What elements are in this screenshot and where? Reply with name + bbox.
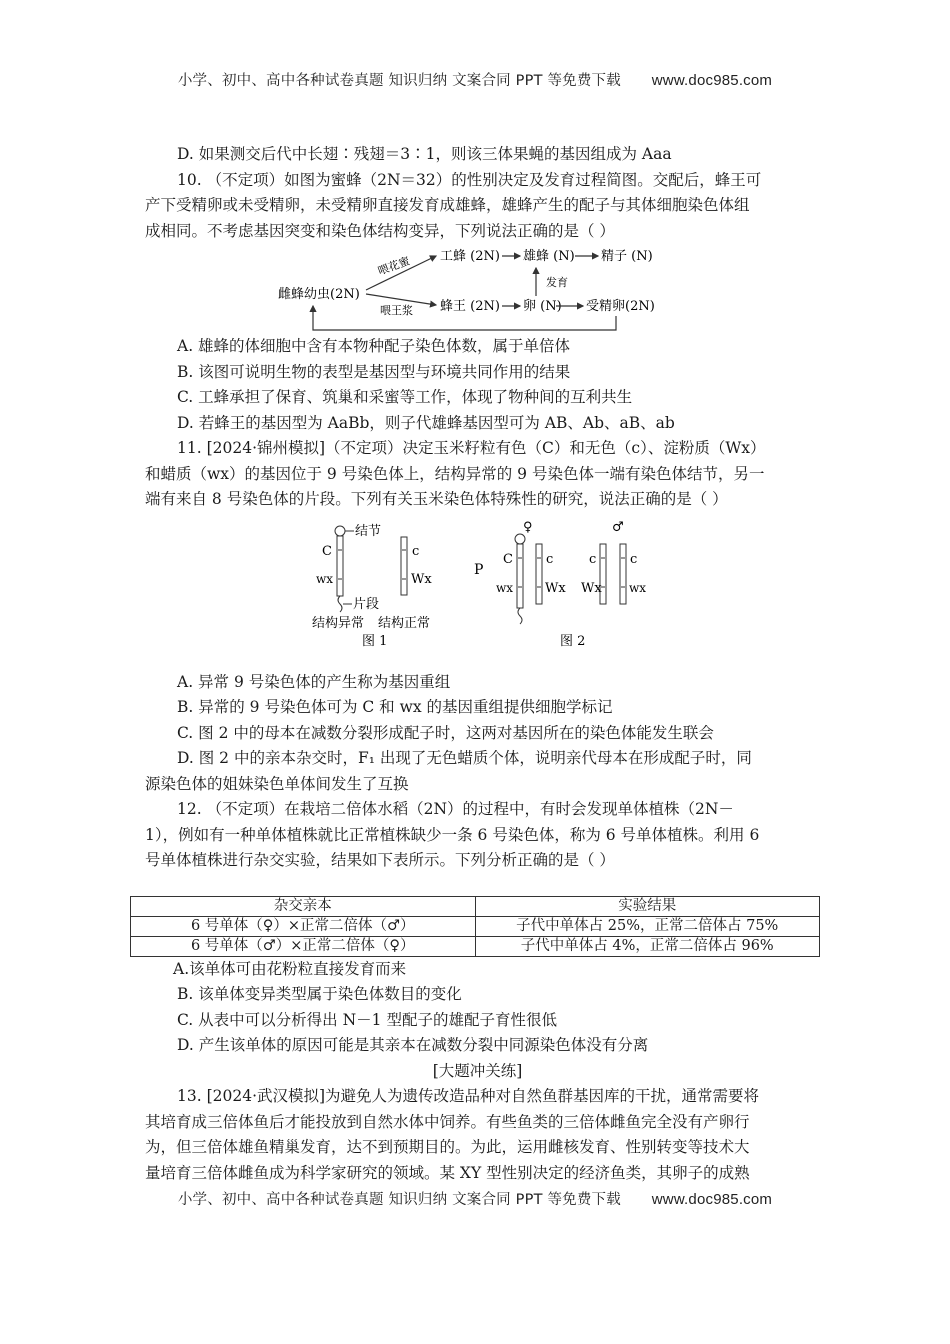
q10-option-d: D. 若蜂王的基因型为 AaBb，则子代雄蜂基因型可为 AB、Ab、aB、ab	[177, 413, 675, 432]
q13-line4: 量培育三倍体雌鱼成为科学家研究的领域。某 XY 型性别决定的经济鱼类，其卵子的成熟	[145, 1163, 750, 1182]
bee-diagram-svg	[278, 244, 678, 334]
q12-stem-line3: 号单体植株进行杂交实验，结果如下表所示。下列分析正确的是（ ）	[145, 851, 615, 869]
q11-option-d-cont: 源染色体的姐妹染色单体间发生了互换	[145, 774, 409, 793]
label-parent: P	[473, 561, 483, 578]
q11-option-a: A. 异常 9 号染色体的产生称为基因重组	[177, 672, 451, 691]
q12-stem-line1: 12. （不定项）在栽培二倍体水稻（2N）的过程中，有时会发现单体植株（2N－	[177, 800, 734, 818]
table-row	[131, 936, 820, 956]
q10-option-b: B. 该图可说明生物的表型是基因型与环境共同作用的结果	[177, 362, 571, 381]
node-drone: 雄蜂 (N)	[522, 249, 575, 264]
q11-option-b: B. 异常的 9 号染色体可为 C 和 wx 的基因重组提供细胞学标记	[177, 698, 613, 716]
male-symbol: ♂	[611, 519, 624, 535]
q10-option-c: C. 工蜂承担了保育、筑巢和采蜜等工作，体现了物种间的互利共生	[177, 388, 633, 406]
question-11	[145, 436, 810, 797]
q13-line2: 其培育成三倍体鱼后才能投放到自然水体中饲养。有些鱼类的三倍体雌鱼完全没有产卵行	[145, 1112, 750, 1131]
q10-stem-line2: 产下受精卵或未受精卵，未受精卵直接发育成雄蜂，雄蜂产生的配子与其体细胞染色体组	[145, 196, 750, 214]
q13-line1: 13. [2024·武汉模拟]为避免人为遗传改造品种对自然鱼群基因库的干扰，通常需要将	[177, 1087, 760, 1105]
banner-text: 小学、初中、高中各种试卷真题 知识归纳 文案合同 PPT 等免费下载	[177, 1192, 621, 1208]
gene-Wx: Wx	[410, 571, 432, 587]
figure2-caption: 图 2	[559, 633, 585, 649]
q12-option-d: D. 产生该单体的原因可能是其亲本在减数分裂中同源染色体没有分离	[177, 1036, 649, 1054]
q11-stem-line3: 端有来自 8 号染色体的片段。下列有关玉米染色体特殊性的研究，说法正确的是（ ）	[145, 490, 728, 508]
label-knob: 结节	[354, 523, 381, 539]
label-abnormal: 结构异常	[311, 615, 364, 631]
table-cell: 6 号单体（♀）×正常二倍体（♂）	[131, 916, 476, 936]
edge-label-develop: 发育	[545, 276, 568, 289]
footer-banner	[0, 1188, 950, 1209]
fig2-gene-c: c	[545, 551, 553, 567]
node-queen: 蜂王 (2N)	[439, 299, 500, 314]
table-row	[131, 916, 820, 936]
male-gene-wx: wx	[628, 580, 646, 595]
question-13	[145, 1084, 810, 1186]
label-segment: 片段	[352, 596, 379, 612]
table-header: 实验结果	[475, 896, 820, 916]
table-cell: 子代中单体占 4%，正常二倍体占 96%	[475, 936, 820, 956]
table-cell: 子代中单体占 25%，正常二倍体占 75%	[475, 916, 820, 936]
node-worker-bee: 工蜂 (2N)	[439, 249, 500, 264]
question-12	[145, 797, 810, 1059]
diagram-start-node: 雌蜂幼虫(2N)	[277, 287, 360, 302]
bee-development-diagram	[278, 244, 678, 334]
fig2-female-chromosomes	[496, 534, 566, 624]
section-title: [大题冲关练]	[432, 1061, 523, 1080]
banner-url[interactable]: www.doc985.com	[651, 1191, 773, 1208]
fig2-male-chromosomes	[581, 544, 646, 604]
gene-C: C	[321, 543, 332, 559]
banner-url[interactable]: www.doc985.com	[651, 72, 773, 89]
q11-option-c: C. 图 2 中的母本在减数分裂形成配子时，这两对基因所在的染色体能发生联会	[177, 723, 714, 742]
edge-label-royal-jelly: 喂王浆	[379, 304, 413, 317]
q11-option-d: D. 图 2 中的亲本杂交时，F₁ 出现了无色蜡质个体，说明亲代母本在形成配子时，同	[177, 749, 752, 767]
fig1-abnormal-chromosome	[316, 523, 381, 612]
q10-stem-line3: 成相同。不考虑基因突变和染色体结构变异，下列说法正确的是（ ）	[145, 221, 615, 240]
q10-stem-line1: 10. （不定项）如图为蜜蜂（2N＝32）的性别决定及发育过程简图。交配后，蜂王可	[177, 170, 762, 189]
q10-option-a: A. 雄蜂的体细胞中含有本物种配子染色体数，属于单倍体	[177, 337, 571, 355]
node-egg: 卵 (N)	[522, 299, 562, 314]
q11-stem-line2: 和蜡质（wx）的基因位于 9 号染色体上，结构异常的 9 号染色体一端有染色体结节，另一	[145, 464, 765, 483]
table-header: 杂交亲本	[131, 896, 476, 916]
node-fertilized-egg: 受精卵(2N)	[585, 299, 655, 314]
male-gene-Wx: Wx	[580, 580, 602, 596]
edge-label-nectar: 喂花蜜	[375, 254, 412, 278]
chromosome-svg	[298, 517, 658, 652]
female-symbol: ♀	[522, 519, 533, 535]
fig2-gene-C: C	[502, 551, 513, 567]
question-10	[145, 168, 810, 437]
fig2-gene-Wx: Wx	[544, 580, 566, 596]
table-header-row	[131, 896, 820, 916]
q12-stem-line2: 1），例如有一种单体植株就比正常植株缺少一条 6 号染色体，称为 6 号单体植株。利用 6	[145, 825, 760, 844]
q12-option-a: A.该单体可由花粉粒直接发育而来	[173, 959, 407, 978]
chromosome-figures	[298, 517, 658, 652]
table-cell: 6 号单体（♂）×正常二倍体（♀）	[131, 936, 476, 956]
q12-option-c: C. 从表中可以分析得出 N－1 型配子的雄配子育性很低	[177, 1010, 557, 1029]
q9-option-d: D. 如果测交后代中长翅∶残翅＝3∶1，则该三体果蝇的基因组成为 Aaa	[177, 145, 672, 163]
male-gene-c-right: c	[629, 551, 637, 567]
header-banner	[0, 69, 950, 90]
node-sperm: 精子 (N)	[600, 249, 653, 264]
gene-wx: wx	[315, 571, 333, 586]
q13-line3: 为，但三倍体雄鱼精巢发育，达不到预期目的。为此，运用雌核发育、性别转变等技术大	[145, 1138, 750, 1156]
q11-stem-line1: 11. [2024·锦州模拟]（不定项）决定玉米籽粒有色（C）和无色（c）、淀粉质（Wx）	[177, 439, 766, 457]
hybridization-table	[130, 896, 820, 957]
document-body	[145, 142, 810, 1186]
male-gene-c-left: c	[588, 551, 596, 567]
q12-option-b: B. 该单体变异类型属于染色体数目的变化	[177, 985, 462, 1003]
gene-c: c	[411, 543, 419, 559]
figure1-caption: 图 1	[361, 633, 387, 649]
fig2-gene-wx: wx	[495, 580, 513, 595]
fig1-normal-chromosome	[401, 537, 432, 595]
banner-text: 小学、初中、高中各种试卷真题 知识归纳 文案合同 PPT 等免费下载	[177, 73, 621, 89]
label-normal: 结构正常	[377, 615, 430, 631]
